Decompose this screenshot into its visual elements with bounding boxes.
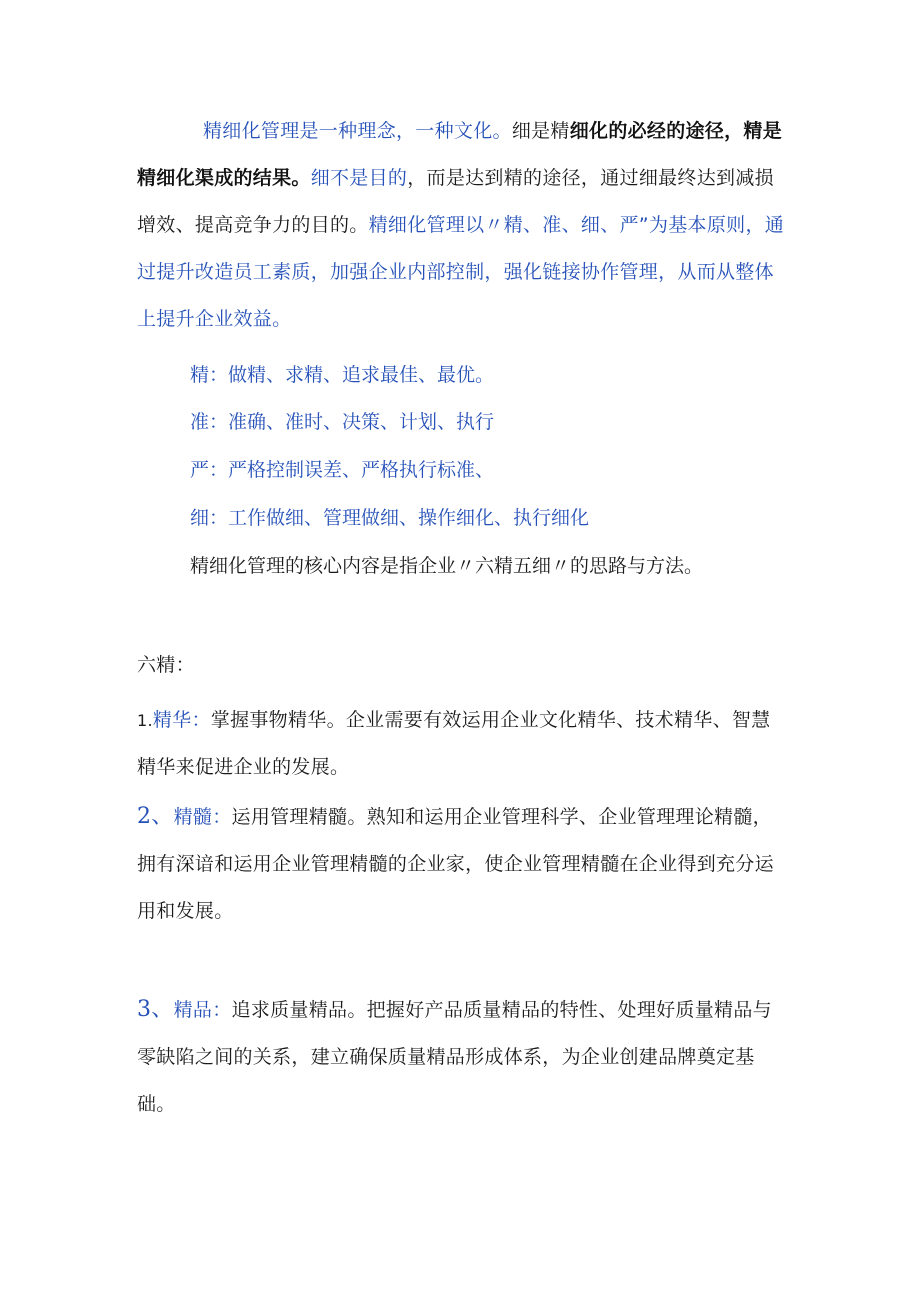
section-jinghua <box>137 697 787 791</box>
principle-item-jing: 精：做精、求精、追求最佳、最优。 <box>190 364 495 386</box>
section-label: 精髓： <box>173 806 232 828</box>
section-text: 运用管理精髓。熟知和运用企业管理科学、企业管理理论精髓，拥有深谙和运用企业管理精髓的企业家，使企业管理精髓在企业得到充分运用和发展。 <box>137 806 774 922</box>
principle-item-yan: 严：严格控制误差、严格执行标准、 <box>190 459 495 481</box>
section-text: 追求质量精品。把握好产品质量精品的特性、处理好质量精品与零缺陷之间的关系，建立确保质量精品形成体系，为企业创建品牌奠定基础。 <box>137 999 772 1115</box>
section-number: 3、 <box>137 997 174 1022</box>
section-label: 精品： <box>173 999 232 1021</box>
section-jingsui <box>137 793 787 935</box>
section-number: 1. <box>137 711 153 730</box>
principle-item-xi: 细：工作做细、管理做细、操作细化、执行细化 <box>190 507 590 529</box>
core-content-line: 精细化管理的核心内容是指企业〃六精五细〃的思路与方法。 <box>190 555 704 577</box>
section-label: 精华： <box>152 709 211 731</box>
section-number: 2、 <box>137 804 174 829</box>
principle-item-zhun: 准：准确、准时、决策、计划、执行 <box>190 411 495 433</box>
section-text: 掌握事物精华。企业需要有效运用企业文化精华、技术精华、智慧精华来促进企业的发展。 <box>137 709 771 778</box>
intro-sentence-1: 精细化管理是一种理念，一种文化。 <box>203 120 512 142</box>
intro-paragraph <box>137 108 787 343</box>
intro-sentence-2: 细是精 <box>511 120 570 142</box>
intro-sentence-4: 细不是目的 <box>310 167 408 189</box>
intro-sentence-5: ，而是达到精的途径，通过细最终达到减损增效、提高竞争力的目的。 <box>137 167 774 236</box>
intro-sentence-6: 精细化管理以〃精、准、细、严”为基本原则，通过提升改造员工素质，加强企业内部控制，强化链接协作管理，从而从整体上提升企业效益。 <box>137 214 785 330</box>
section-jingpin <box>137 986 787 1128</box>
intro-bold-sentence: 细化的必经的途径，精是精细化渠成的结果。 <box>137 120 783 189</box>
six-jing-heading: 六精： <box>137 654 195 676</box>
